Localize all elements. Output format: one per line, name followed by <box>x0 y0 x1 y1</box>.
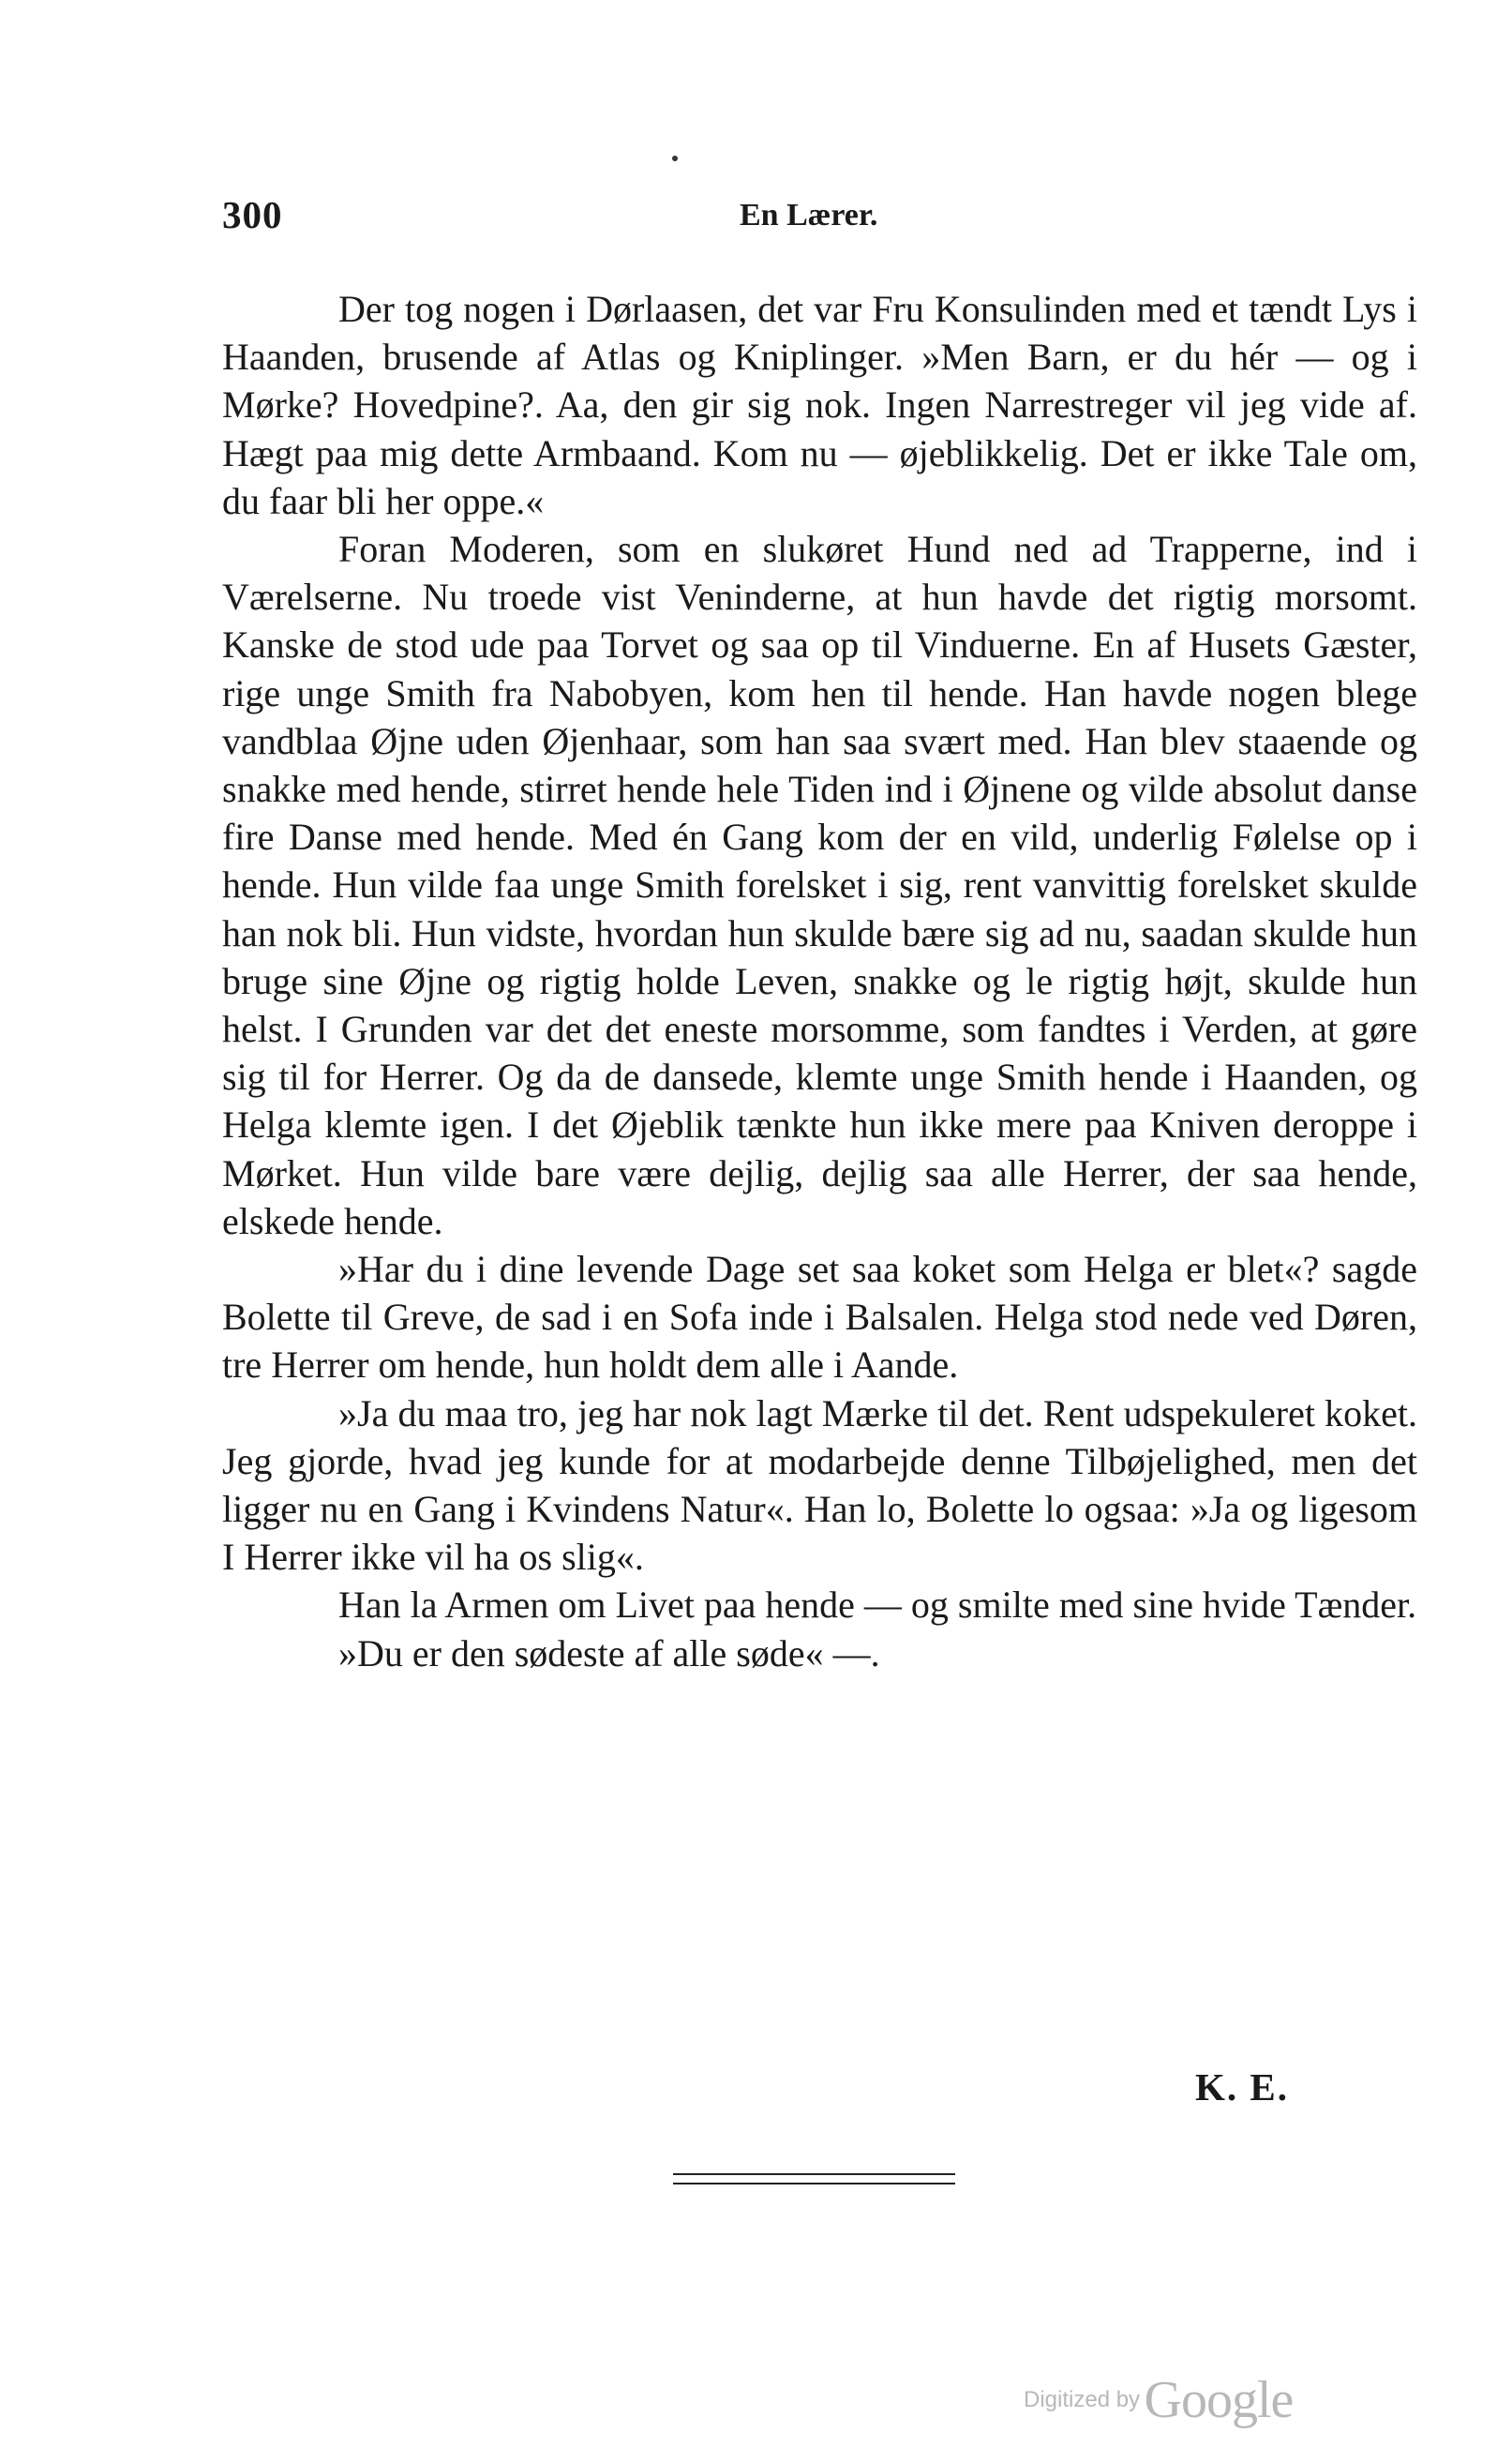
digitization-watermark <box>1024 2370 1293 2430</box>
running-title: En Lærer. <box>740 198 878 233</box>
printer-mark-dot <box>672 156 678 161</box>
paragraph: »Har du i dine levende Dage set saa koket som Helga er blet«? sagde Bolette til Greve, de sad i en Sofa inde i Balsalen. Helga stod nede ved Døren, tre Herrer om hende, hun holdt dem alle i Aande. <box>222 1248 1417 1387</box>
paragraph: »Du er den sødeste af alle søde« —. <box>338 1631 880 1674</box>
google-logo: Google <box>1144 2371 1294 2429</box>
paragraph: Foran Moderen, som en slukøret Hund ned ad Trapperne, ind i Værelserne. Nu troede vist Veninderne, at hun havde det rigtig morsomt. Kanske de stod ude paa Torvet og saa op til Vinduerne. En af Husets Gæster, rige unge Smith fra Nabobyen, kom hen til hende. Han havde nogen blege vandblaa Øjne uden Øjenhaar, som han saa svært med. Han blev staaende og snakke med hende, stirret hende hele Tiden ind i Øjnene og vilde absolut danse fire Danse med hende. Med én Gang kom der en vild, underlig Følelse op i hende. Hun vilde faa unge Smith forelsket i sig, rent vanvittig forelsket skulde han nok bli. Hun vidste, hvordan hun skulde bære sig ad nu, saadan skulde hun bruge sine Øjne og rigtig holde Leven, snakke og le rigtig højt, skulde hun helst. I Grunden var det det eneste morsomme, som fandtes i Verden, at gøre sig til for Herrer. Og da de dansede, klemte unge Smith hende i Haanden, og Helga klemte igen. I det Øjeblik tænkte hun ikke mere paa Kniven deroppe i Mørket. Hun vilde bare være dejlig, dejlig saa alle Herrer, der saa hende, elskede hende. <box>222 528 1417 1242</box>
paragraph: Han la Armen om Livet paa hende — og smilte med sine hvide Tænder. <box>338 1584 1417 1627</box>
end-rule <box>673 2173 955 2175</box>
paragraph: Der tog nogen i Dørlaasen, det var Fru Konsulinden med et tændt Lys i Haanden, brusende af Atlas og Kniplinger. »Men Barn, er du hér — og i Mørke? Hovedpine?. Aa, den gir sig nok. Ingen Narrestreger vil jeg vide af. Hægt paa mig dette Armbaand. Kom nu — øjeblikkelig. Det er ikke Tale om, du faar bli her oppe.« <box>222 288 1417 522</box>
end-rule <box>673 2183 955 2184</box>
author-signature: K. E. <box>1195 2065 1289 2109</box>
page-number: 300 <box>222 193 283 236</box>
watermark-prefix: Digitized by <box>1024 2387 1141 2412</box>
paragraph: »Ja du maa tro, jeg har nok lagt Mærke til det. Rent udspekuleret koket. Jeg gjorde, hvad jeg kunde for at modarbejde denne Tilbøjelighed, men det ligger nu en Gang i Kvindens Natur«. Han lo, Bolette lo ogsaa: »Ja og ligesom I Herrer ikke vil ha os slig«. <box>222 1391 1417 1579</box>
body-text <box>222 285 1417 1677</box>
page-header <box>222 192 1422 248</box>
